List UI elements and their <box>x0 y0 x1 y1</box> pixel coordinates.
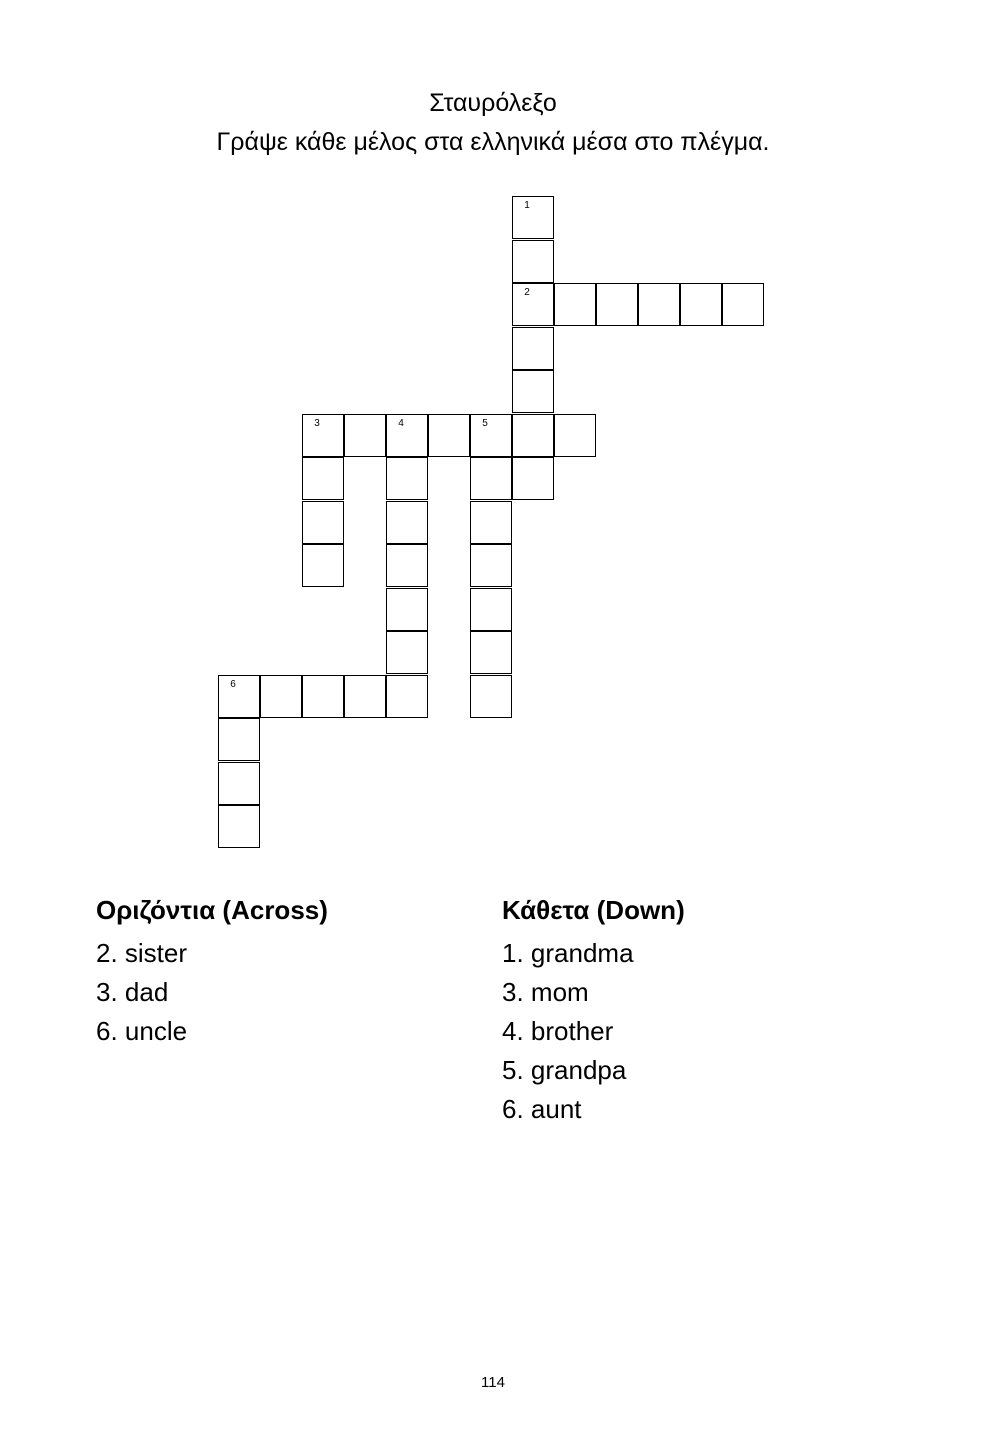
crossword-cell[interactable] <box>344 414 386 457</box>
crossword-cell[interactable] <box>470 588 512 631</box>
down-clue: 3. mom <box>502 977 589 1007</box>
crossword-cell[interactable] <box>470 675 512 718</box>
clue-number: 6 <box>230 678 236 690</box>
crossword-cell[interactable] <box>512 327 554 370</box>
crossword-title: Σταυρόλεξο <box>429 89 557 117</box>
crossword-cell[interactable] <box>512 196 554 239</box>
clue-number: 1 <box>524 200 530 212</box>
crossword-cell[interactable] <box>596 283 638 326</box>
crossword-cell[interactable] <box>470 501 512 544</box>
clue-number: 4 <box>398 417 404 429</box>
crossword-cell[interactable] <box>554 283 596 326</box>
crossword-cell[interactable] <box>428 414 470 457</box>
crossword-cell[interactable] <box>512 414 554 457</box>
crossword-instruction: Γράψε κάθε μέλος στα ελληνικά μέσα στο πλέγμα. <box>216 128 770 156</box>
crossword-cell[interactable] <box>512 240 554 283</box>
crossword-cell[interactable] <box>470 457 512 500</box>
crossword-cell[interactable] <box>302 675 344 718</box>
down-clue: 1. grandma <box>502 938 634 968</box>
crossword-cell[interactable] <box>260 675 302 718</box>
crossword-cell[interactable] <box>386 631 428 674</box>
down-clues <box>502 892 685 1129</box>
crossword-cell[interactable] <box>386 675 428 718</box>
across-clue: 6. uncle <box>96 1016 188 1046</box>
crossword-cell[interactable] <box>386 501 428 544</box>
crossword-cell[interactable] <box>680 283 722 326</box>
clue-number: 3 <box>314 417 320 429</box>
crossword-cell[interactable] <box>218 675 260 718</box>
crossword-cell[interactable] <box>512 283 554 326</box>
crossword-cell[interactable] <box>302 457 344 500</box>
across-heading: Οριζόντια (Across) <box>96 895 328 925</box>
across-clue: 2. sister <box>96 938 188 968</box>
page-number: 114 <box>481 1374 505 1391</box>
across-clues <box>96 892 328 1051</box>
crossword-cell[interactable] <box>386 544 428 587</box>
down-clue: 5. grandpa <box>502 1055 627 1085</box>
crossword-cell[interactable] <box>470 414 512 457</box>
crossword-cell[interactable] <box>344 675 386 718</box>
crossword-cell[interactable] <box>386 457 428 500</box>
crossword-cell[interactable] <box>512 370 554 413</box>
down-clue: 6. aunt <box>502 1094 582 1124</box>
crossword-cell[interactable] <box>722 283 764 326</box>
crossword-cell[interactable] <box>470 544 512 587</box>
crossword-cell[interactable] <box>302 501 344 544</box>
clue-number: 2 <box>524 287 530 299</box>
crossword-cell[interactable] <box>218 762 260 805</box>
crossword-cell[interactable] <box>218 805 260 848</box>
crossword-cell[interactable] <box>470 631 512 674</box>
crossword-cell[interactable] <box>512 457 554 500</box>
crossword-cell[interactable] <box>386 414 428 457</box>
crossword-cell[interactable] <box>386 588 428 631</box>
down-heading: Κάθετα (Down) <box>502 895 685 925</box>
crossword-cell[interactable] <box>554 414 596 457</box>
crossword-cell[interactable] <box>218 718 260 761</box>
across-clue: 3. dad <box>96 977 169 1007</box>
crossword-cell[interactable] <box>638 283 680 326</box>
down-clue: 4. brother <box>502 1016 614 1046</box>
crossword-cell[interactable] <box>302 544 344 587</box>
clue-number: 5 <box>482 417 488 429</box>
crossword-cell[interactable] <box>302 414 344 457</box>
